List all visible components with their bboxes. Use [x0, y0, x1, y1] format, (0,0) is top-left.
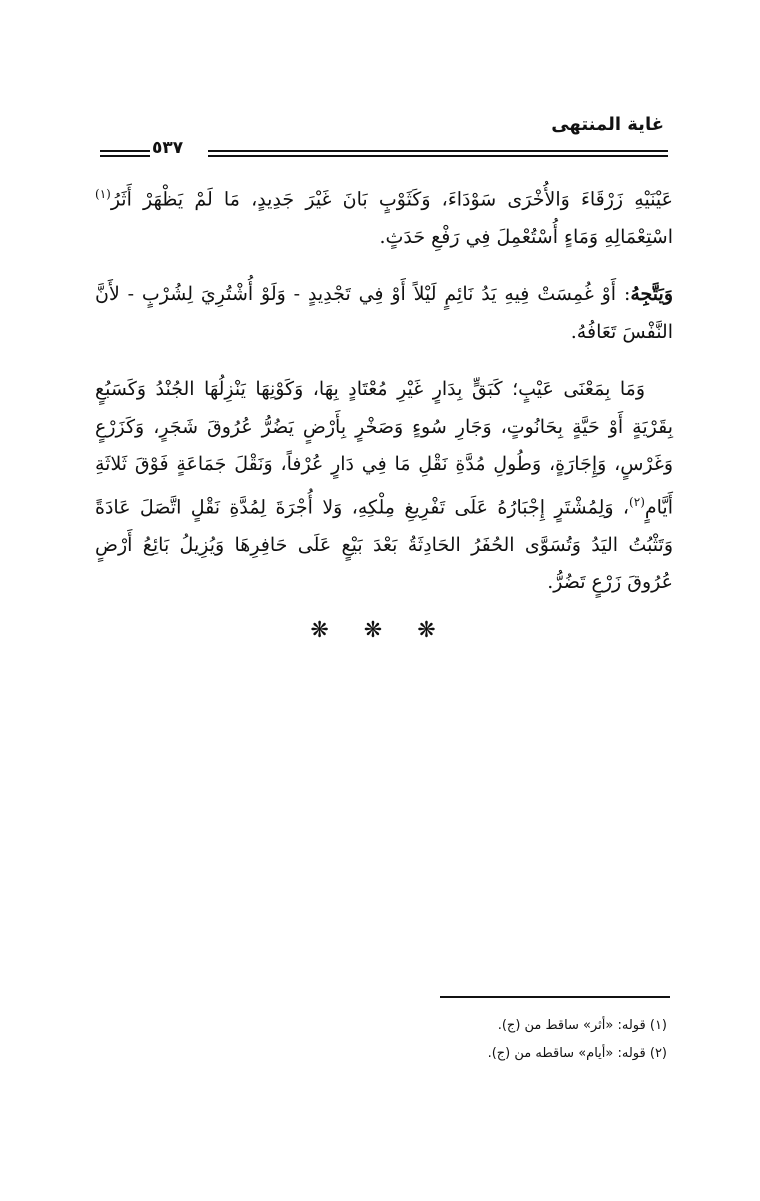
page-number: ٥٣٧: [152, 138, 184, 158]
running-title: غاية المنتهى: [551, 114, 664, 135]
header-rule: [208, 155, 668, 157]
paragraph-1: [95, 176, 673, 256]
header-rule: [100, 150, 150, 152]
header-rule: [100, 155, 150, 157]
paragraph-text: وَمَا بِمَعْنَى عَيْبٍ؛ كَبَقٍّ بِدَارٍ غَيْرِ مُعْتَادٍ بِهَا، وَكَوْنِهَا يَنْزِلُهَا الجُنْدُ وَكَسَبُعٍ بِقَرْيَةٍ أَوْ حَيَّةٍ بِحَانُوتٍ، وَجَارِ سُوءٍ وَصَخْرٍ بِأَرْضٍ يَضُرُّ عُرُوقَ شَجَرٍ، وَكَزَرْعٍ وَغَرْسٍ، وَإِجَارَةٍ، وَطُولِ مُدَّةِ نَقْلِ مَا فِي دَارٍ عُرْفاً، وَنَقْلَ جَمَاعَةٍ فَوْقَ ثَلاثَةِ أَيَّامٍ: [95, 378, 673, 519]
paragraph-3: [95, 371, 673, 601]
footnote-ref-1: (١): [95, 187, 111, 201]
footnote-2: (٢) قوله: «أيام» ساقطه من (ج).: [487, 1046, 667, 1061]
header-rule: [208, 150, 668, 152]
paragraph-lead-word: وَيَتَّجِهُ: [630, 283, 673, 306]
footnote-ref-2: (٢): [629, 494, 645, 509]
paragraph-text: : أَوْ غُمِسَتْ فِيهِ يَدُ نَائِمٍ لَيْلاً أَوْ فِي تَجْدِيدٍ - وَلَوْ أُشْتُرِيَ لِشُرْبٍ - لأَنَّ النَّفْسَ تَعَافُهُ.: [95, 283, 673, 343]
paragraph-text: ، وَلِمُشْتَرٍ إِجْبَارُهُ عَلَى تَفْرِيغِ مِلْكِهِ، وَلا أُجْرَةَ لِمُدَّةِ نَقْلٍ اتَّصَلَ عَادَةً وَتَثْبُتُ اليَدُ وَتُسَوَّى الحُفَرُ الحَادِثَةُ بَعْدَ بَيْعٍ عَلَى حَافِرِهَا وَيُزِيلُ بَائِعُ أَرْضٍ عُرُوقَ زَرْعٍ تَضُرُّ.: [95, 496, 673, 594]
footnote-1: (١) قوله: «أثر» ساقط من (ج).: [497, 1018, 667, 1033]
page-header: [100, 112, 670, 162]
paragraph-text: عَيْنَيْهِ زَرْقَاءَ وَالأُخْرَى سَوْدَاءَ، وَكَثَوْبٍ بَانَ غَيْرَ جَدِيدٍ، مَا لَمْ يَظْهَرْ أَثَرُ: [110, 188, 673, 211]
main-text: [95, 176, 673, 622]
section-separator: ❋ ❋ ❋: [310, 618, 450, 643]
paragraph-text: اسْتِعْمَالِهِ وَمَاءٍ أُسْتُعْمِلَ فِي رَفْعِ حَدَثٍ.: [379, 225, 673, 248]
footnotes: [167, 1012, 667, 1068]
paragraph-2: [95, 276, 673, 351]
footnote-rule: [440, 996, 670, 998]
